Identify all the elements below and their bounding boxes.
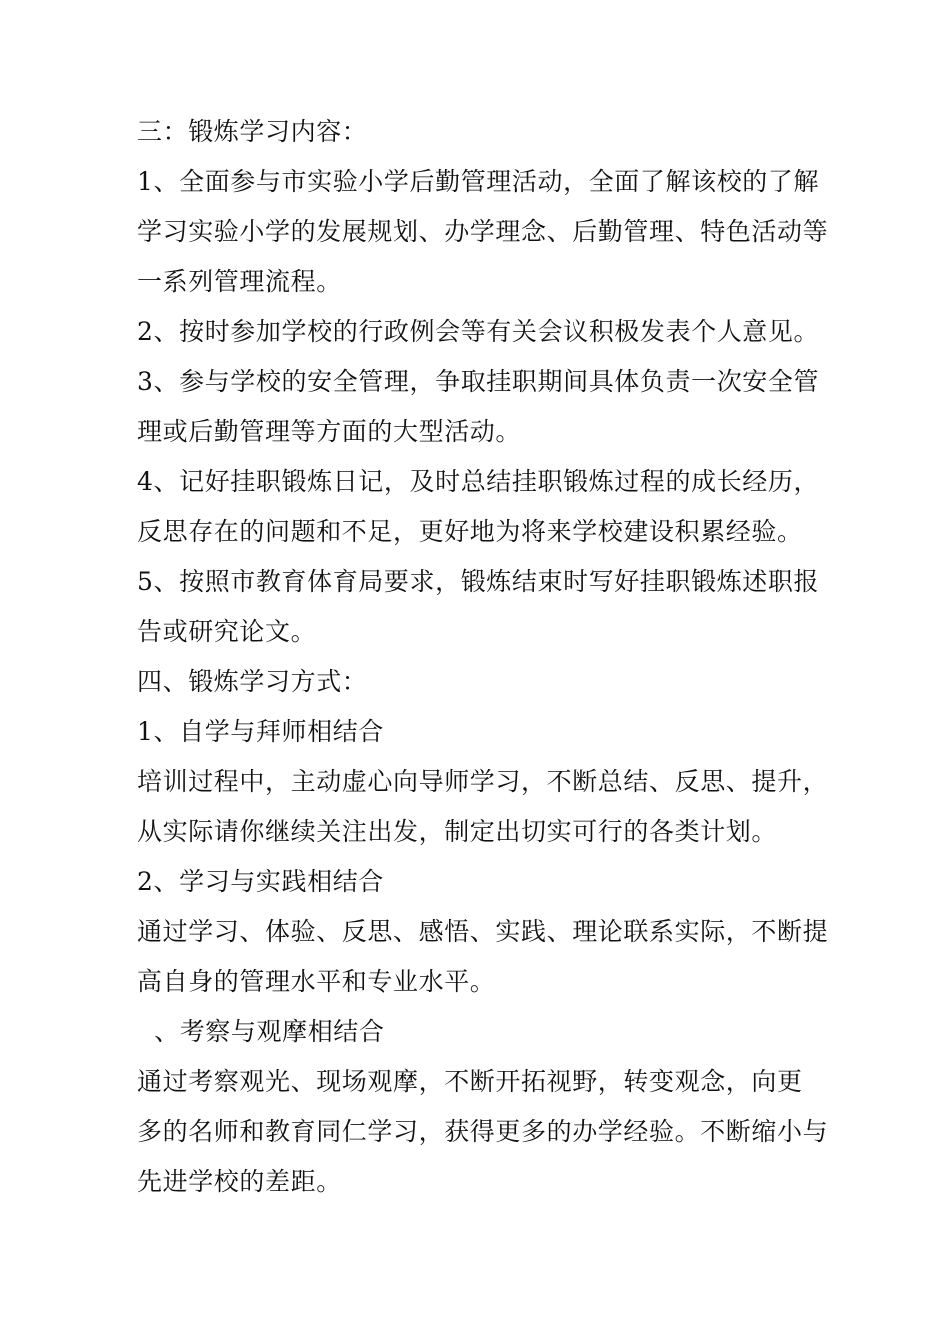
content-item-3-line-2: 理或后勤管理等方面的大型活动。 <box>137 417 522 446</box>
content-item-4-line-1: 4、记好挂职锻炼日记，及时总结挂职锻炼过程的成长经历， <box>137 467 820 496</box>
method-1-text-line-2: 从实际请你继续关注出发，制定出切实可行的各类计划。 <box>137 817 778 846</box>
method-2-title: 2、学习与实践相结合 <box>137 867 384 896</box>
content-item-5-line-1: 5、按照市教育体育局要求，锻炼结束时写好挂职锻炼述职报 <box>137 567 820 596</box>
content-item-2: 2、按时参加学校的行政例会等有关会议积极发表个人意见。 <box>137 317 820 346</box>
content-item-3-line-1: 3、参与学校的安全管理，争取挂职期间具体负责一次安全管 <box>137 367 820 396</box>
method-3-text-line-1: 通过考察观光、现场观摩，不断开拓视野，转变观念，向更 <box>137 1067 803 1096</box>
method-2-text-line-2: 高自身的管理水平和专业水平。 <box>137 967 496 996</box>
section-heading-4: 四、锻炼学习方式： <box>137 667 368 696</box>
content-item-4-line-2: 反思存在的问题和不足，更好地为将来学校建设积累经验。 <box>137 517 803 546</box>
content-item-1-line-1: 1、全面参与市实验小学后勤管理活动，全面了解该校的了解 <box>137 167 820 196</box>
method-1-text-line-1: 培训过程中，主动虚心向导师学习，不断总结、反思、提升， <box>137 767 829 796</box>
content-item-5-line-2: 告或研究论文。 <box>137 617 317 646</box>
method-1-title: 1、自学与拜师相结合 <box>137 717 384 746</box>
content-item-1-line-3: 一系列管理流程。 <box>137 267 342 296</box>
method-3-text-line-3: 先进学校的差距。 <box>137 1167 342 1196</box>
method-2-text-line-1: 通过学习、体验、反思、感悟、实践、理论联系实际，不断提 <box>137 917 829 946</box>
method-3-title: 、考察与观摩相结合 <box>137 1017 385 1046</box>
method-3-text-line-2: 多的名师和教育同仁学习，获得更多的办学经验。不断缩小与 <box>137 1117 829 1146</box>
section-heading-3: 三：锻炼学习内容： <box>137 117 368 146</box>
content-item-1-line-2: 学习实验小学的发展规划、办学理念、后勤管理、特色活动等 <box>137 217 829 246</box>
